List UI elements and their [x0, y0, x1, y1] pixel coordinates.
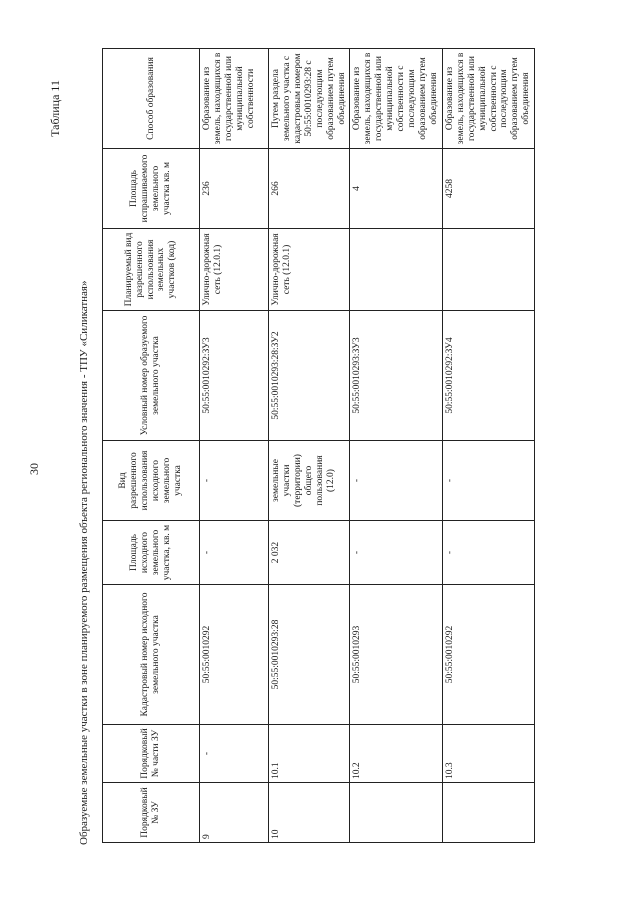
header-conditional-number: Условный номер образуемого земельного участка [103, 311, 200, 441]
cell-formation-method: Образование из земель, находящихся в государственной или муниципальной собственности с последующим образованием путем объединения [442, 49, 534, 149]
cell-cadastral: 50:55:0010292 [442, 585, 534, 725]
cell-zu: 9 [200, 783, 269, 843]
table-row [269, 49, 350, 843]
cell-source-area: 2 032 [269, 521, 350, 585]
header-source-area: Площадь исходного земельного участка, кв. м [103, 521, 200, 585]
table-caption: Образуемые земельные участки в зоне планируемого размещения объекта регионального значения - ТПУ «Силикатная» [78, 280, 90, 845]
cell-planned-use: Улично-дорожная сеть (12.0.1) [269, 229, 350, 311]
header-planned-use: Планируемый вид разрешенного использования земельных участков (код) [103, 229, 200, 311]
cell-requested-area: 4258 [442, 149, 534, 229]
cell-cadastral: 50:55:0010292 [200, 585, 269, 725]
header-part-number: Порядковый № части ЗУ [103, 725, 200, 783]
cell-requested-area: 236 [200, 149, 269, 229]
cell-planned-use: Улично-дорожная сеть (12.0.1) [200, 229, 269, 311]
cell-source-use: - [200, 441, 269, 521]
cell-cadastral: 50:55:0010293:28 [269, 585, 350, 725]
cell-conditional-number: 50:55:0010293:ЗУ3 [350, 311, 442, 441]
header-zu-number: Порядковый № ЗУ [103, 783, 200, 843]
cell-conditional-number: 50:55:0010292:ЗУ3 [200, 311, 269, 441]
cell-requested-area: 4 [350, 149, 442, 229]
cell-planned-use [442, 229, 534, 311]
cell-source-area: - [200, 521, 269, 585]
cell-source-area: - [350, 521, 442, 585]
cell-planned-use [350, 229, 442, 311]
cell-formation-method: Путем раздела земельного участка с кадастровым номером 50:55:0010293:28 с последующим образованием путем объединения [269, 49, 350, 149]
cell-part: 10.1 [269, 725, 350, 783]
cell-formation-method: Образование из земель, находящихся в государственной или муниципальной собственности [200, 49, 269, 149]
cell-part: - [200, 725, 269, 783]
cell-conditional-number: 50:55:0010292:ЗУ4 [442, 311, 534, 441]
cell-cadastral: 50:55:0010293 [350, 585, 442, 725]
cell-zu: 10 [269, 783, 350, 843]
cell-source-use: земельные участки (территории) общего пользования (12.0) [269, 441, 350, 521]
table-row [442, 49, 534, 843]
cell-formation-method: Образование из земель, находящихся в государственной или муниципальной собственности с последующим образованием путем объединения [350, 49, 442, 149]
cell-source-area: - [442, 521, 534, 585]
cell-conditional-number: 50:55:0010293:28:ЗУ2 [269, 311, 350, 441]
cell-part: 10.2 [350, 725, 442, 783]
cell-requested-area: 266 [269, 149, 350, 229]
table-label: Таблица 11 [48, 80, 62, 137]
header-formation-method: Способ образования [103, 49, 200, 149]
cell-source-use: - [442, 441, 534, 521]
header-cadastral-number: Кадастровый номер исходного земельного участка [103, 585, 200, 725]
cell-zu [442, 783, 534, 843]
header-source-use: Вид разрешенного использования исходного земельного участка [103, 441, 200, 521]
page-number: 30 [27, 463, 41, 475]
table-row [200, 49, 269, 843]
table-row [350, 49, 442, 843]
cell-zu [350, 783, 442, 843]
header-requested-area: Площадь испрашиваемого земельного участка кв. м [103, 149, 200, 229]
land-plots-table [102, 48, 535, 843]
cell-source-use: - [350, 441, 442, 521]
cell-part: 10.3 [442, 725, 534, 783]
table-header-row [103, 49, 200, 843]
